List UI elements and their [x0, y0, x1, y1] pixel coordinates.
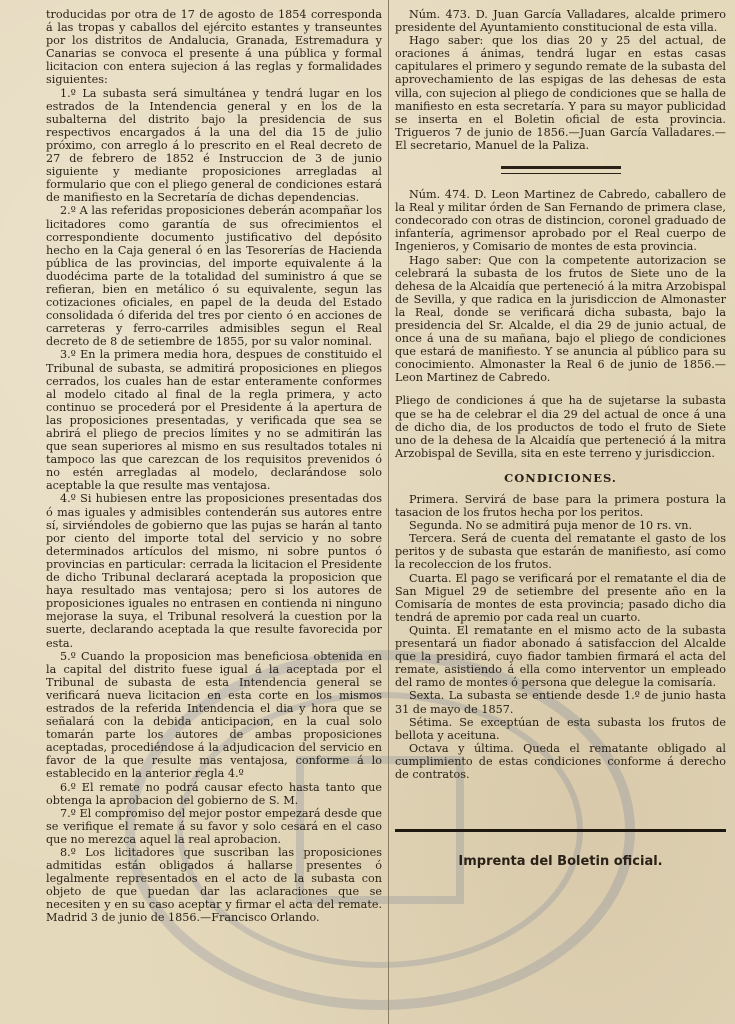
conditions-heading: CONDICIONES. [504, 470, 617, 485]
rule-7-paragraph: 7.º El compromiso del mejor postor empezará desde que se verifique el remate á su favor y solo cesará en el caso que no merezca aquel la real aprobacion. [46, 806, 382, 846]
condition-item: Octava y última. Queda el rematante obligado al cumplimiento de estas condiciones conforme á derecho de contratos. [395, 741, 726, 781]
rule-3-paragraph: 3.º En la primera media hora, despues de constituido el Tribunal de subasta, se admitirá proposiciones en pliegos cerrados, los cuales han de estar enteramente conformes al modelo citado al final de la regla primera, y acto continuo se procederá por el Presidente á la apertura de las proposiciones presentadas, y verificada que sea se abrirá el pliego de precios límites y no se admitirán las que sean superiores al mismo en sus resultados totales ni tampoco las que carezcan de los requisitos prevenidos ó no estén arregladas al modelo, declarándose solo aceptable la que resulte mas ventajosa. [46, 348, 382, 493]
notice-474-header: Núm. 474. D. Leon Martinez de Cabredo, caballero de la Real y militar órden de San Fernando de primera clase, condecorado con otras de distincion, coronel graduado de infantería, agrimensor aprobado por el Real cuerpo de Ingenieros, y Comisario de montes de esta provincia. [395, 188, 726, 254]
condition-item: Primera. Servirá de base para la primera postura la tasacion de los frutos hecha por los peritos. [395, 493, 726, 520]
rule-6-paragraph: 6.º El remate no podrá causar efecto hasta tanto que obtenga la aprobacion del gobierno de S. M. [46, 780, 382, 807]
condition-item: Tercera. Será de cuenta del rematante el gasto de los peritos y de subasta que estarán de manifiesto, así como la recoleccion de los frutos. [395, 532, 726, 572]
section-rule [501, 166, 621, 174]
pliego-paragraph: Pliego de condiciones á que ha de sujetarse la subasta que se ha de celebrar el dia 29 del actual de once á una de dicho dia, de los productos de todo el fruto de Siete uno de la dehesa de la Alcaidía que perteneció á la mitra Arzobispal de Sevilla, sita en este terreno y jurisdiccion. [395, 394, 726, 460]
rule-2-paragraph: 2.º A las referidas proposiciones deberán acompañar los licitadores como garantía de sus ofrecimientos el correspondiente documento justificativo del depósito hecho en la Caja general ó en las Tesorerías de Hacienda pública de las provincias, del importe equivalente á la duodécima parte de la totalidad del suministro á que se refieran, bien en metálico ó su equivalente, segun las cotizaciones oficiales, en papel de la deuda del Estado consolidada ó diferida del tres por ciento ó en acciones de carreteras y ferro-carriles admisibles segun el Real decreto de 8 de setiembre de 1855, por su valor nominal. [46, 204, 382, 349]
right-column [395, 8, 726, 868]
spacer [395, 384, 726, 394]
condition-item: Quinta. El rematante en el mismo acto de la subasta presentará un fiador abonado á satisfaccion del Alcalde que la presidirá, cuyo fiador tambien firmará el acta del remate, asistiendo á ella como interventor un empleado del ramo de montes ó persona que delegue la comisaría. [395, 623, 726, 690]
imprint-rule [395, 829, 726, 835]
printer-imprint: Imprenta del Boletin oficial. [458, 854, 663, 870]
rule-1-paragraph: 1.º La subasta será simultánea y tendrá lugar en los estrados de la Intendencia general y en los de la subalterna del distrito bajo la presidencia de sus respectivos encargados á la una del dia 15 de julio próximo, con arreglo á lo prescrito en el Real decreto de 27 de febrero de 1852 é Instruccion de 3 de junio siguiente y mediante proposiciones arregladas al formulario que con el pliego general de condiciones estará de manifiesto en la Secretaría de dichas dependencias. [46, 86, 382, 205]
condition-item: Sétima. Se exceptúan de esta subasta los frutos de bellota y aceituna. [395, 715, 726, 742]
notice-473-body: Hago saber: que los dias 20 y 25 del actual, de oraciones á ánimas, tendrá lugar en estas casas capitulares el primero y segundo remate de la subasta del aprovechamiento de las espigas de las dehesas de esta villa, con sujecion al pliego de condiciones que se halla de manifiesto en esta secretaría. Y para su mayor publicidad se inserta en el Boletin oficial de esta provincia. Trigueros 7 de junio de 1856.—Juan García Valladares.—El secretario, Manuel de la Paliza. [395, 34, 726, 152]
notice-473-header: Núm. 473. D. Juan García Valladares, alcalde primero presidente del Ayuntamiento constitucional de esta villa. [395, 8, 726, 35]
rule-5-paragraph: 5.º Cuando la proposicion mas beneficiosa obtenida en la capital del distrito fuese igual á la aceptada por el Tribunal de subasta de esta Intendencia general se verificará nueva licitacion en esta corte en los mismos estrados de la referida Intendencia el dia y hora que se señalará con la debida anticipacion, en la cual solo tomarán parte los autores de ambas proposiciones aceptadas, procediéndose á la adjudicacion del servicio en favor de la que resulte mas ventajosa, conforme á lo establecido en la anterior regla 4.º [46, 649, 382, 781]
condition-item: Sexta. La subasta se entiende desde 1.º de junio hasta 31 de mayo de 1857. [395, 689, 726, 716]
left-column [46, 8, 382, 925]
notice-474-body: Hago saber: Que con la competente autorizacion se celebrará la subasta de los frutos de Siete uno de la dehesa de la Alcaidía que perteneció á la mitra Arzobispal de Sevilla, y que radica en la jurisdiccion de Almonaster la Real, donde se verificará dicha subasta, bajo la presidencia del Sr. Alcalde, el dia 29 de junio actual, de once á una de su mañana, bajo el pliego de condiciones que estará de manifiesto. Y se anuncia al público para su conocimiento. Almonaster la Real 6 de junio de 1856.—Leon Martinez de Cabredo. [395, 253, 726, 385]
rule-4-paragraph: 4.º Si hubiesen entre las proposiciones presentadas dos ó mas iguales y admisibles contenderán sus autores entre sí, sirviéndoles de gobierno que las pujas se harán al tanto por ciento del importe total del servicio y no sobre determinados artículos del mismo, ni sobre puntos ó provincias en particular: cerrada la licitacion el Presidente de dicho Tribunal declarará aceptada la proposicion que haya resultado mas ventajosa; pero si los autores de proposiciones iguales no entrasen en contienda ni ninguno mejorase la suya, el Tribunal resolverá la cuestion por la suerte, declarando aceptada la que resulte favorecida por esta. [46, 492, 382, 650]
condition-item: Cuarta. El pago se verificará por el rematante el dia de San Miguel 29 de setiembre del presente año en la Comisaría de montes de esta provincia; pasado dicho dia tendrá de apremio por cada real un cuarto. [395, 571, 726, 624]
column-divider [388, 0, 389, 1024]
left-intro-paragraph: troducidas por otra de 17 de agosto de 1854 corresponda á las tropas y caballos del ejército estantes y transeuntes por los distritos de Andalucia, Granada, Estremadura y Canarias se convoca el presente á una pública y formal licitacion con entera sujecion á las reglas y formalidades siguientes: [46, 8, 382, 87]
rule-8-paragraph: 8.º Los licitadores que suscriban las proposiciones admitidas están obligados á hallarse presentes ó legalmente representados en el acto de la subasta con objeto de que puedan dar las aclaraciones que se necesiten y en su caso aceptar y firmar el acta del remate. Madrid 3 de junio de 1856.—Francisco Orlando. [46, 846, 382, 925]
condition-item: Segunda. No se admitirá puja menor de 10 rs. vn. [409, 519, 693, 533]
